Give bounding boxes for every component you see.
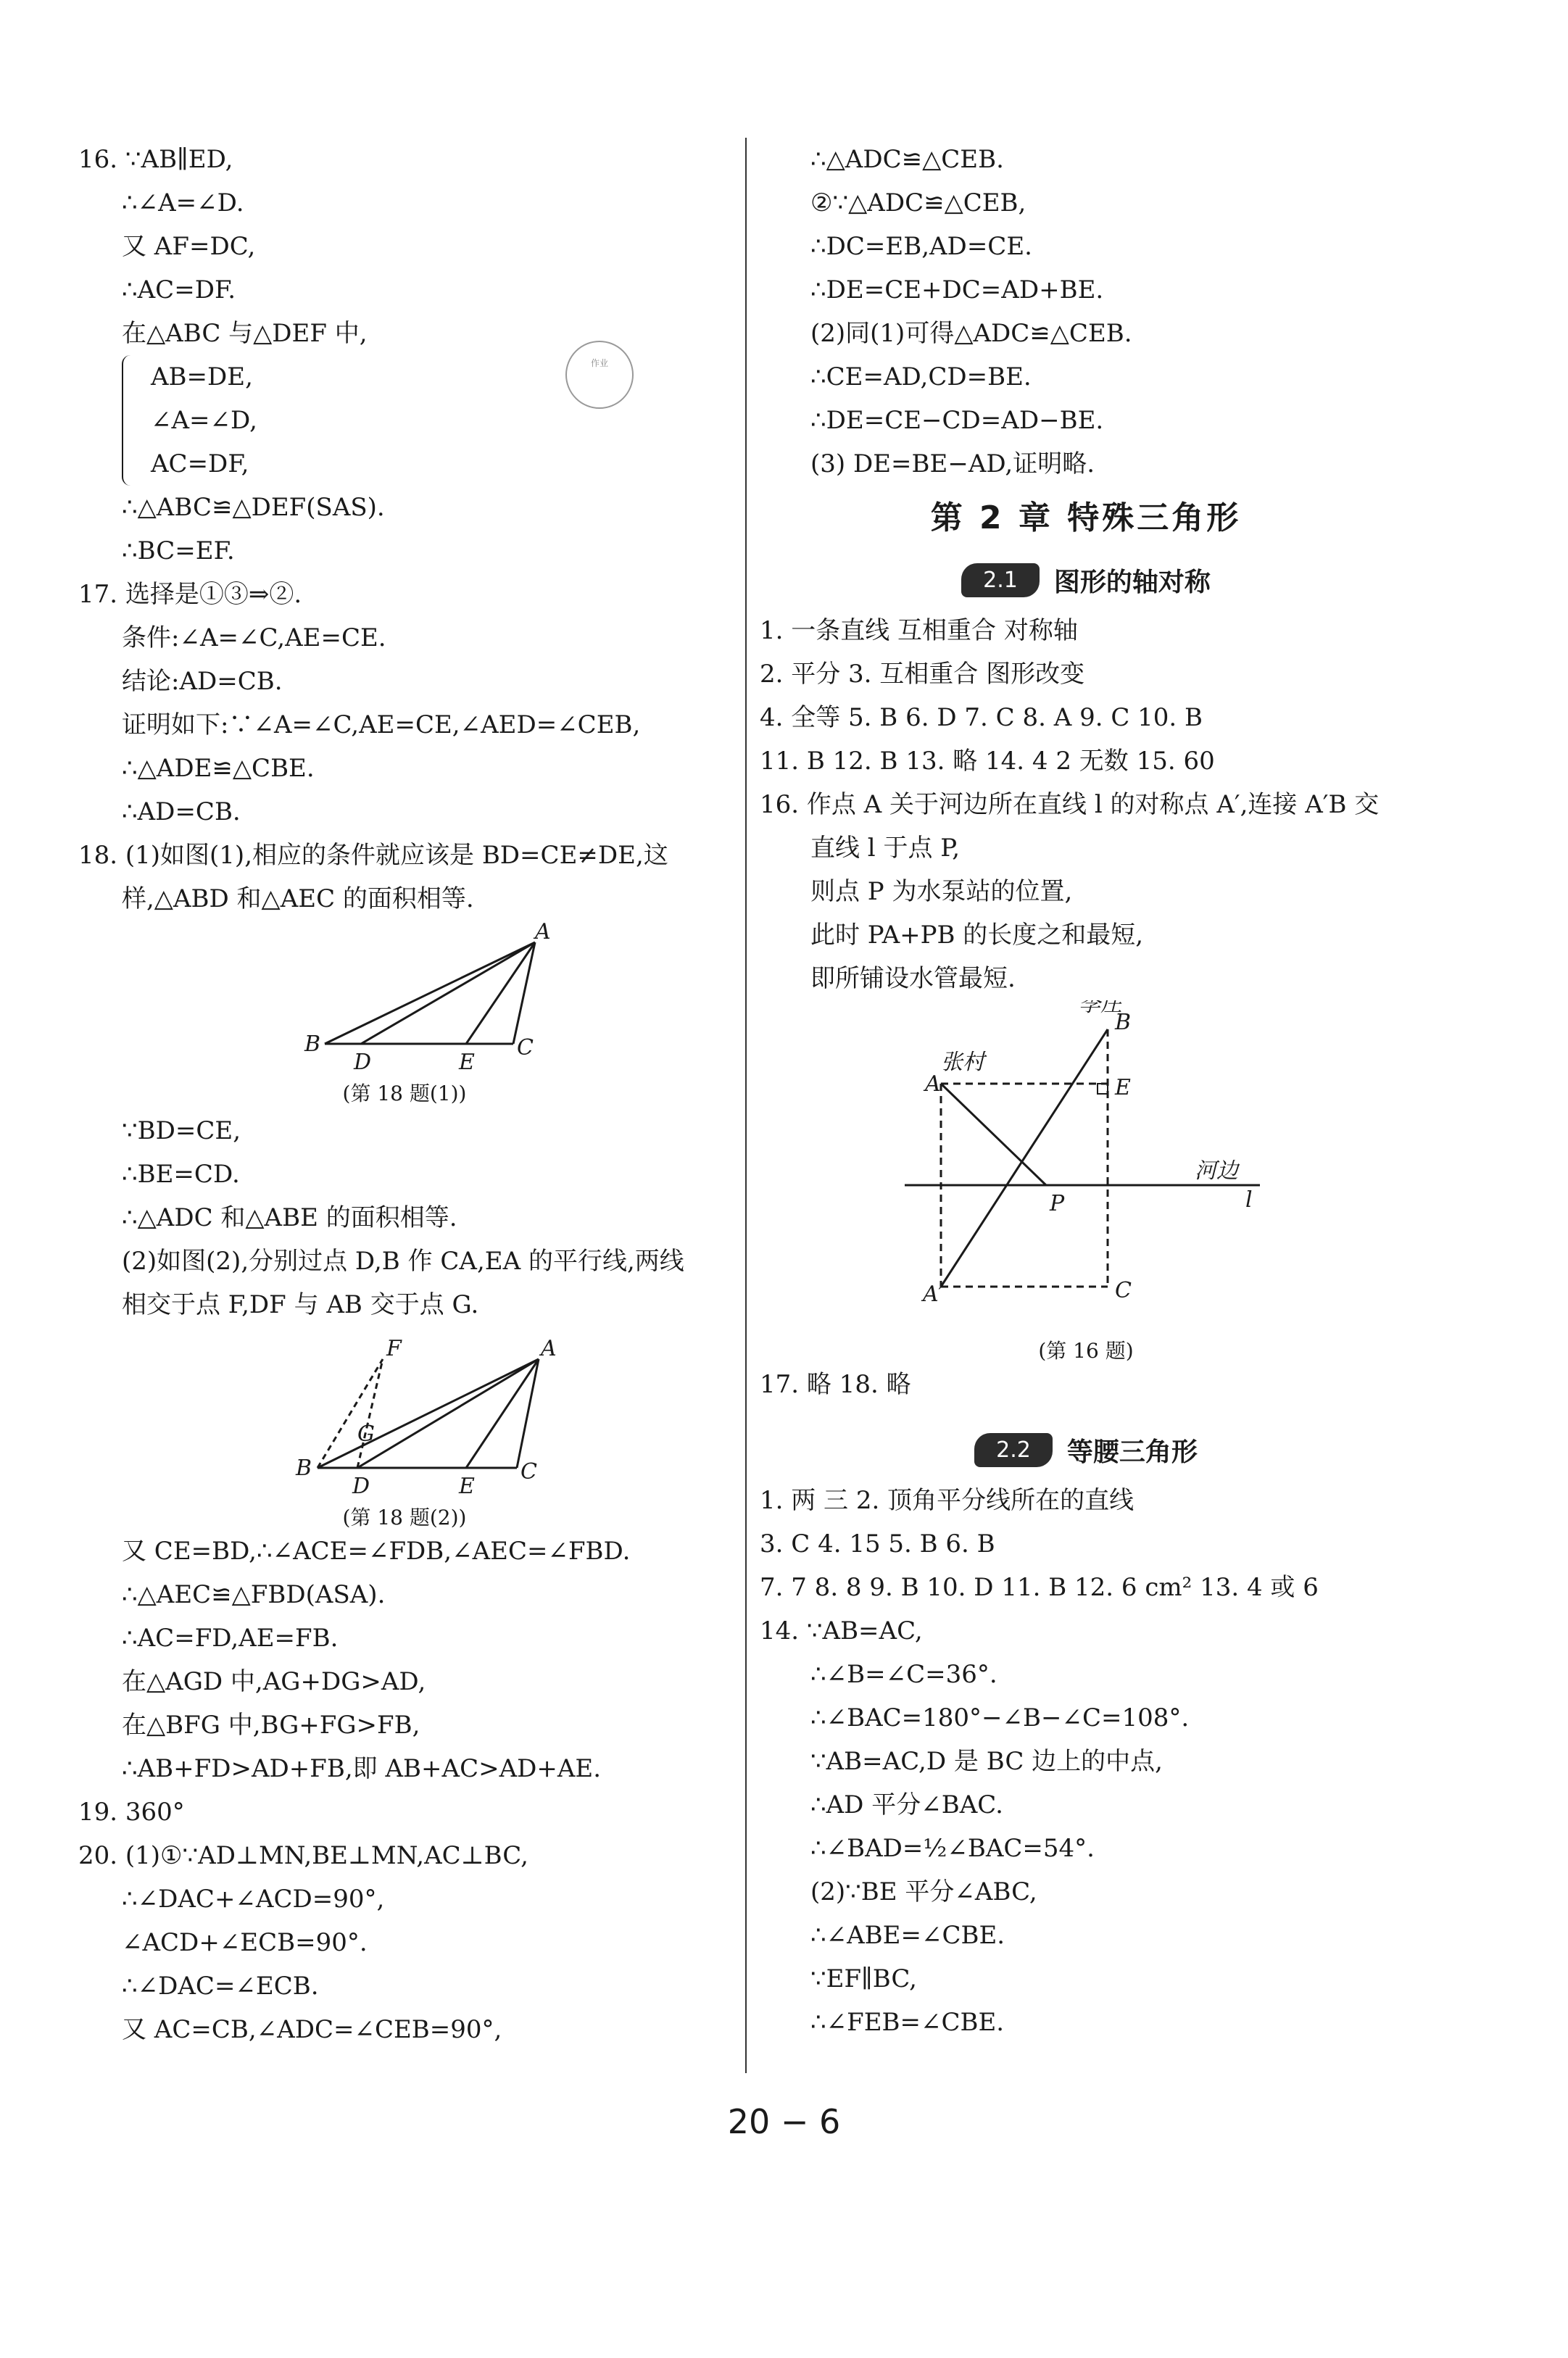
text-line: 在△BFG 中,BG+FG>FB, bbox=[122, 1711, 420, 1740]
section-header-2-2 bbox=[760, 1421, 1412, 1479]
text-line: 结论:AD=CB. bbox=[122, 667, 283, 696]
text-line: ∴△ABC≌△DEF(SAS). bbox=[122, 493, 385, 522]
text-line: ∴CE=AD,CD=BE. bbox=[810, 362, 1032, 391]
svg-text:C: C bbox=[1115, 1278, 1132, 1303]
figure-16 bbox=[760, 1000, 1412, 1363]
text-line: 1. 两 三 2. 顶角平分线所在的直线 bbox=[760, 1486, 1134, 1515]
svg-text:l: l bbox=[1245, 1187, 1253, 1213]
svg-text:A: A bbox=[535, 921, 551, 945]
figure-caption: (第 18 题(1)) bbox=[342, 1082, 467, 1105]
text-line: ∴AD 平分∠BAC. bbox=[810, 1790, 1003, 1819]
text-line: ∠ACD+∠ECB=90°. bbox=[122, 1928, 368, 1957]
text-line: 17. 略 18. 略 bbox=[760, 1370, 911, 1399]
svg-text:E: E bbox=[459, 1474, 475, 1499]
text-line: 2. 平分 3. 互相重合 图形改变 bbox=[760, 660, 1085, 689]
text-line: ∴△ADC≌△CEB. bbox=[810, 145, 1004, 174]
triangle-diagram-1 bbox=[78, 921, 731, 1076]
text-line: ∴∠ABE=∠CBE. bbox=[810, 1921, 1005, 1950]
text-line: 条件:∠A=∠C,AE=CE. bbox=[122, 623, 386, 652]
text-line: ∴AD=CB. bbox=[122, 797, 241, 826]
text-line: 20. (1)①∵AD⊥MN,BE⊥MN,AC⊥BC, bbox=[78, 1841, 528, 1870]
right-column bbox=[760, 138, 1412, 2044]
text-line: ∴△AEC≌△FBD(ASA). bbox=[122, 1580, 386, 1609]
svg-text:D: D bbox=[352, 1474, 370, 1499]
text-line: ∴AC=DF. bbox=[122, 275, 236, 304]
svg-text:P: P bbox=[1050, 1191, 1065, 1216]
label-river: 河边 bbox=[1195, 1158, 1238, 1184]
text-line: 19. 360° bbox=[78, 1798, 185, 1827]
svg-text:E: E bbox=[459, 1050, 475, 1075]
text-line: (2)同(1)可得△ADC≌△CEB. bbox=[810, 319, 1132, 348]
text-line: (3) DE=BE−AD,证明略. bbox=[810, 449, 1095, 478]
text-line: ∴∠DAC+∠ACD=90°, bbox=[122, 1885, 385, 1914]
text-line: 18. (1)如图(1),相应的条件就应该是 BD=CE≠DE,这 bbox=[78, 841, 668, 870]
text-line: ∴AC=FD,AE=FB. bbox=[122, 1624, 339, 1653]
text-line: ∴∠A=∠D. bbox=[122, 188, 244, 217]
text-line: ∴BC=EF. bbox=[122, 536, 235, 565]
text-line: ∴△ADE≌△CBE. bbox=[122, 754, 315, 783]
text-line: 11. B 12. B 13. 略 14. 4 2 无数 15. 60 bbox=[760, 747, 1215, 776]
text-line: 4. 全等 5. B 6. D 7. C 8. A 9. C 10. B bbox=[760, 703, 1203, 732]
text-line: 即所铺设水管最短. bbox=[810, 964, 1016, 993]
text-line: 又 AF=DC, bbox=[122, 232, 256, 261]
section-title: 图形的轴对称 bbox=[1053, 567, 1211, 597]
text-line: AB=DE, bbox=[151, 362, 253, 391]
section-title: 等腰三角形 bbox=[1066, 1437, 1198, 1467]
text-line: ∴∠BAC=180°−∠B−∠C=108°. bbox=[810, 1703, 1190, 1732]
text-line: ∴∠BAD=½∠BAC=54°. bbox=[810, 1834, 1095, 1863]
text-line: ∵BD=CE, bbox=[122, 1116, 241, 1145]
text-line: 在△AGD 中,AG+DG>AD, bbox=[122, 1667, 426, 1696]
label-zhang: 张村 bbox=[941, 1050, 984, 1075]
text-line: 16. ∵AB∥ED, bbox=[78, 145, 233, 174]
text-line: ∴DC=EB,AD=CE. bbox=[810, 232, 1032, 261]
text-line: ∴∠B=∠C=36°. bbox=[810, 1660, 997, 1689]
text-line: 在△ABC 与△DEF 中, bbox=[122, 319, 368, 348]
page-number: 20 − 6 bbox=[727, 2102, 841, 2141]
system-brace bbox=[78, 355, 731, 486]
river-diagram bbox=[760, 1000, 1412, 1334]
svg-text:A′: A′ bbox=[923, 1282, 944, 1307]
text-line: ∵EF∥BC, bbox=[810, 1964, 917, 1993]
column-divider bbox=[745, 138, 747, 2073]
text-line: 又 AC=CB,∠ADC=∠CEB=90°, bbox=[122, 2015, 502, 2044]
text-line: 7. 7 8. 8 9. B 10. D 11. B 12. 6 cm² 13. 4 或 6 bbox=[760, 1573, 1319, 1602]
text-line: ∴∠FEB=∠CBE. bbox=[810, 2008, 1005, 2037]
text-line: (2)∵BE 平分∠ABC, bbox=[810, 1877, 1037, 1906]
svg-text:B: B bbox=[296, 1456, 312, 1481]
text-line: ∠A=∠D, bbox=[151, 406, 257, 435]
brace-icon bbox=[122, 355, 138, 486]
svg-text:F: F bbox=[386, 1336, 402, 1361]
chapter-title: 第 2 章 特殊三角形 bbox=[930, 499, 1242, 536]
svg-text:A: A bbox=[541, 1336, 557, 1361]
svg-text:B: B bbox=[1115, 1010, 1132, 1035]
svg-text:D: D bbox=[354, 1050, 372, 1075]
text-line: AC=DF, bbox=[151, 449, 249, 478]
text-line: ∴AB+FD>AD+FB,即 AB+AC>AD+AE. bbox=[122, 1754, 602, 1783]
svg-text:C: C bbox=[517, 1035, 534, 1060]
figure-caption: (第 16 题) bbox=[1038, 1339, 1134, 1363]
figure-caption: (第 18 题(2)) bbox=[342, 1506, 467, 1529]
text-line: ∴BE=CD. bbox=[122, 1160, 240, 1189]
text-line: ∴△ADC 和△ABE 的面积相等. bbox=[122, 1203, 457, 1232]
section-badge: 2.1 bbox=[961, 563, 1040, 597]
label-li: 李庄 bbox=[1079, 1000, 1122, 1017]
text-line: ∴DE=CE−CD=AD−BE. bbox=[810, 406, 1104, 435]
text-line: 证明如下:∵∠A=∠C,AE=CE,∠AED=∠CEB, bbox=[122, 710, 641, 739]
figure-18-1 bbox=[78, 921, 731, 1109]
text-line: 则点 P 为水泵站的位置, bbox=[810, 877, 1073, 906]
triangle-diagram-2 bbox=[78, 1327, 731, 1500]
svg-text:G: G bbox=[357, 1421, 375, 1447]
text-line: 16. 作点 A 关于河边所在直线 l 的对称点 A′,连接 A′B 交 bbox=[760, 790, 1380, 819]
text-line: 1. 一条直线 互相重合 对称轴 bbox=[760, 616, 1078, 645]
text-line: 此时 PA+PB 的长度之和最短, bbox=[810, 921, 1144, 950]
text-line: 直线 l 于点 P, bbox=[810, 834, 961, 863]
stamp-text: 作业 bbox=[590, 358, 608, 368]
svg-text:B: B bbox=[304, 1031, 321, 1057]
text-line: ∴DE=CE+DC=AD+BE. bbox=[810, 275, 1104, 304]
section-badge: 2.2 bbox=[974, 1433, 1053, 1467]
text-line: 样,△ABD 和△AEC 的面积相等. bbox=[122, 884, 474, 913]
text-line: ∵AB=AC,D 是 BC 边上的中点, bbox=[810, 1747, 1163, 1776]
text-line: ∴∠DAC=∠ECB. bbox=[122, 1972, 319, 2001]
svg-text:E: E bbox=[1115, 1075, 1131, 1100]
text-line: 相交于点 F,DF 与 AB 交于点 G. bbox=[122, 1290, 479, 1319]
text-line: 17. 选择是①③⇒②. bbox=[78, 580, 302, 609]
section-header-2-1 bbox=[760, 551, 1412, 609]
svg-text:C: C bbox=[520, 1459, 537, 1485]
text-line: 又 CE=BD,∴∠ACE=∠FDB,∠AEC=∠FBD. bbox=[122, 1537, 631, 1566]
figure-18-2 bbox=[78, 1327, 731, 1529]
text-line: 3. C 4. 15 5. B 6. B bbox=[760, 1529, 995, 1558]
text-line: ②∵△ADC≌△CEB, bbox=[810, 188, 1026, 217]
svg-text:A: A bbox=[925, 1071, 941, 1097]
left-column bbox=[78, 138, 731, 2051]
text-line: (2)如图(2),分别过点 D,B 作 CA,EA 的平行线,两线 bbox=[122, 1247, 684, 1276]
text-line: 14. ∵AB=AC, bbox=[760, 1616, 923, 1645]
